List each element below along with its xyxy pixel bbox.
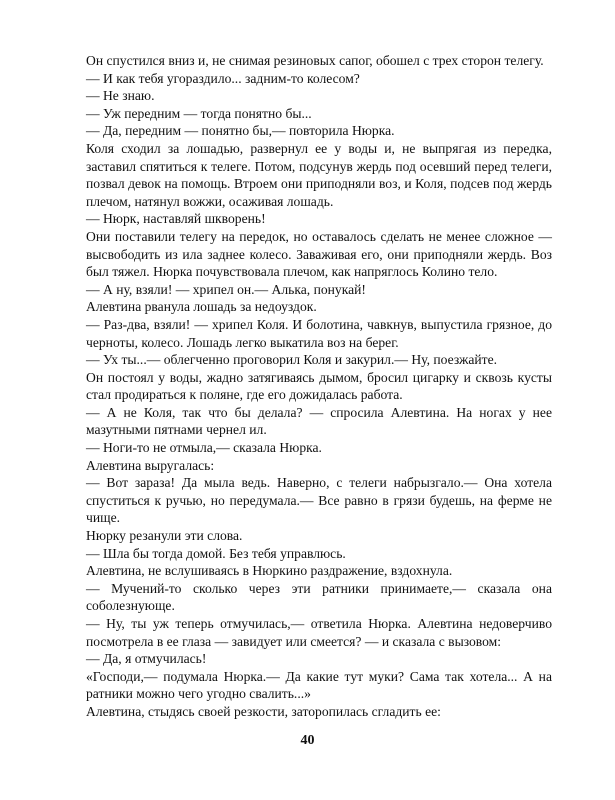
paragraph: Они поставили телегу на передок, но оставалось сделать не менее сложное — высвободить из ила заднее колесо. Заваживая его, они приподняли жердь. Воз был тяжел. Нюрка почувствовала плечом, как напряглось Колино тело. (86, 228, 552, 280)
paragraph: Алевтина выругалась: (86, 457, 215, 473)
paragraph: — Шла бы тогда домой. Без тебя управлюсь. (86, 545, 346, 561)
paragraph: «Господи,— подумала Нюрка.— Да какие тут муки? Сама так хотела... А на ратники можно чего угодно свалить...» (86, 668, 552, 702)
paragraph: Алевтина, стыдясь своей резкости, заторопилась сгладить ее: (86, 703, 441, 719)
paragraph: Он постоял у воды, жадно затягиваясь дымом, бросил цигарку и сквозь кусты стал продираться к поляне, где его дожидалась работа. (86, 369, 552, 403)
paragraph: — А не Коля, так что бы делала? — спросила Алевтина. На ногах у нее мазутными пятнами чернел ил. (86, 404, 552, 438)
paragraph: — Раз-два, взяли! — хрипел Коля. И болотина, чавкнув, выпустила грязное, до черноты, колесо. Лошадь легко выкатила воз на берег. (86, 316, 552, 350)
paragraph: — И как тебя угораздило... задним-то колесом? (86, 70, 360, 86)
paragraph: — Да, передним — понятно бы,— повторила Нюрка. (86, 123, 395, 139)
paragraph: — Мучений-то сколько через эти ратники принимаете,— сказала она соболезнующе. (86, 580, 552, 614)
paragraph: Нюрку резанули эти слова. (86, 528, 243, 544)
paragraph: — Вот зараза! Да мыла ведь. Наверно, с телеги набрызгало.— Она хотела спуститься к ручью, но передумала.— Все равно в грязи будешь, на ферме не чище. (86, 475, 552, 526)
paragraph: Алевтина рванула лошадь за недоуздок. (86, 299, 317, 315)
page-text (86, 52, 552, 721)
paragraph: Алевтина, не вслушиваясь в Нюркино раздражение, вздохнула. (86, 563, 453, 579)
page-number: 40 (300, 733, 315, 748)
paragraph: — Ноги-то не отмыла,— сказала Нюрка. (86, 440, 322, 456)
paragraph: Коля сходил за лошадью, развернул ее у воды и, не выпрягая из передка, заставил спятиться к телеге. Потом, подсунув жердь под осевший перед телеги, позвал девок на помощь. Втроем они приподняли воз, и Коля, подсев под жердь плечом, натянул вожжи, осаживая лошадь. (86, 140, 552, 209)
paragraph: — Не знаю. (86, 88, 155, 104)
paragraph: — А ну, взяли! — хрипел он.— Алька, понукай! (86, 281, 366, 297)
paragraph: — Да, я отмучилась! (86, 651, 207, 667)
paragraph: — Нюрк, наставляй шкворень! (86, 211, 266, 227)
paragraph: — Ну, ты уж теперь отмучилась,— ответила Нюрка. Алевтина недоверчиво посмотрела в ее глаза — завидует или смеется? — и сказала с вызовом: (86, 616, 552, 649)
paragraph: — Уж передним — тогда понятно бы... (86, 105, 312, 121)
paragraph: Он спустился вниз и, не снимая резиновых сапог, обошел с трех сторон телегу. (86, 53, 544, 68)
paragraph: — Ух ты...— облегченно проговорил Коля и закурил.— Ну, поезжайте. (86, 352, 498, 368)
